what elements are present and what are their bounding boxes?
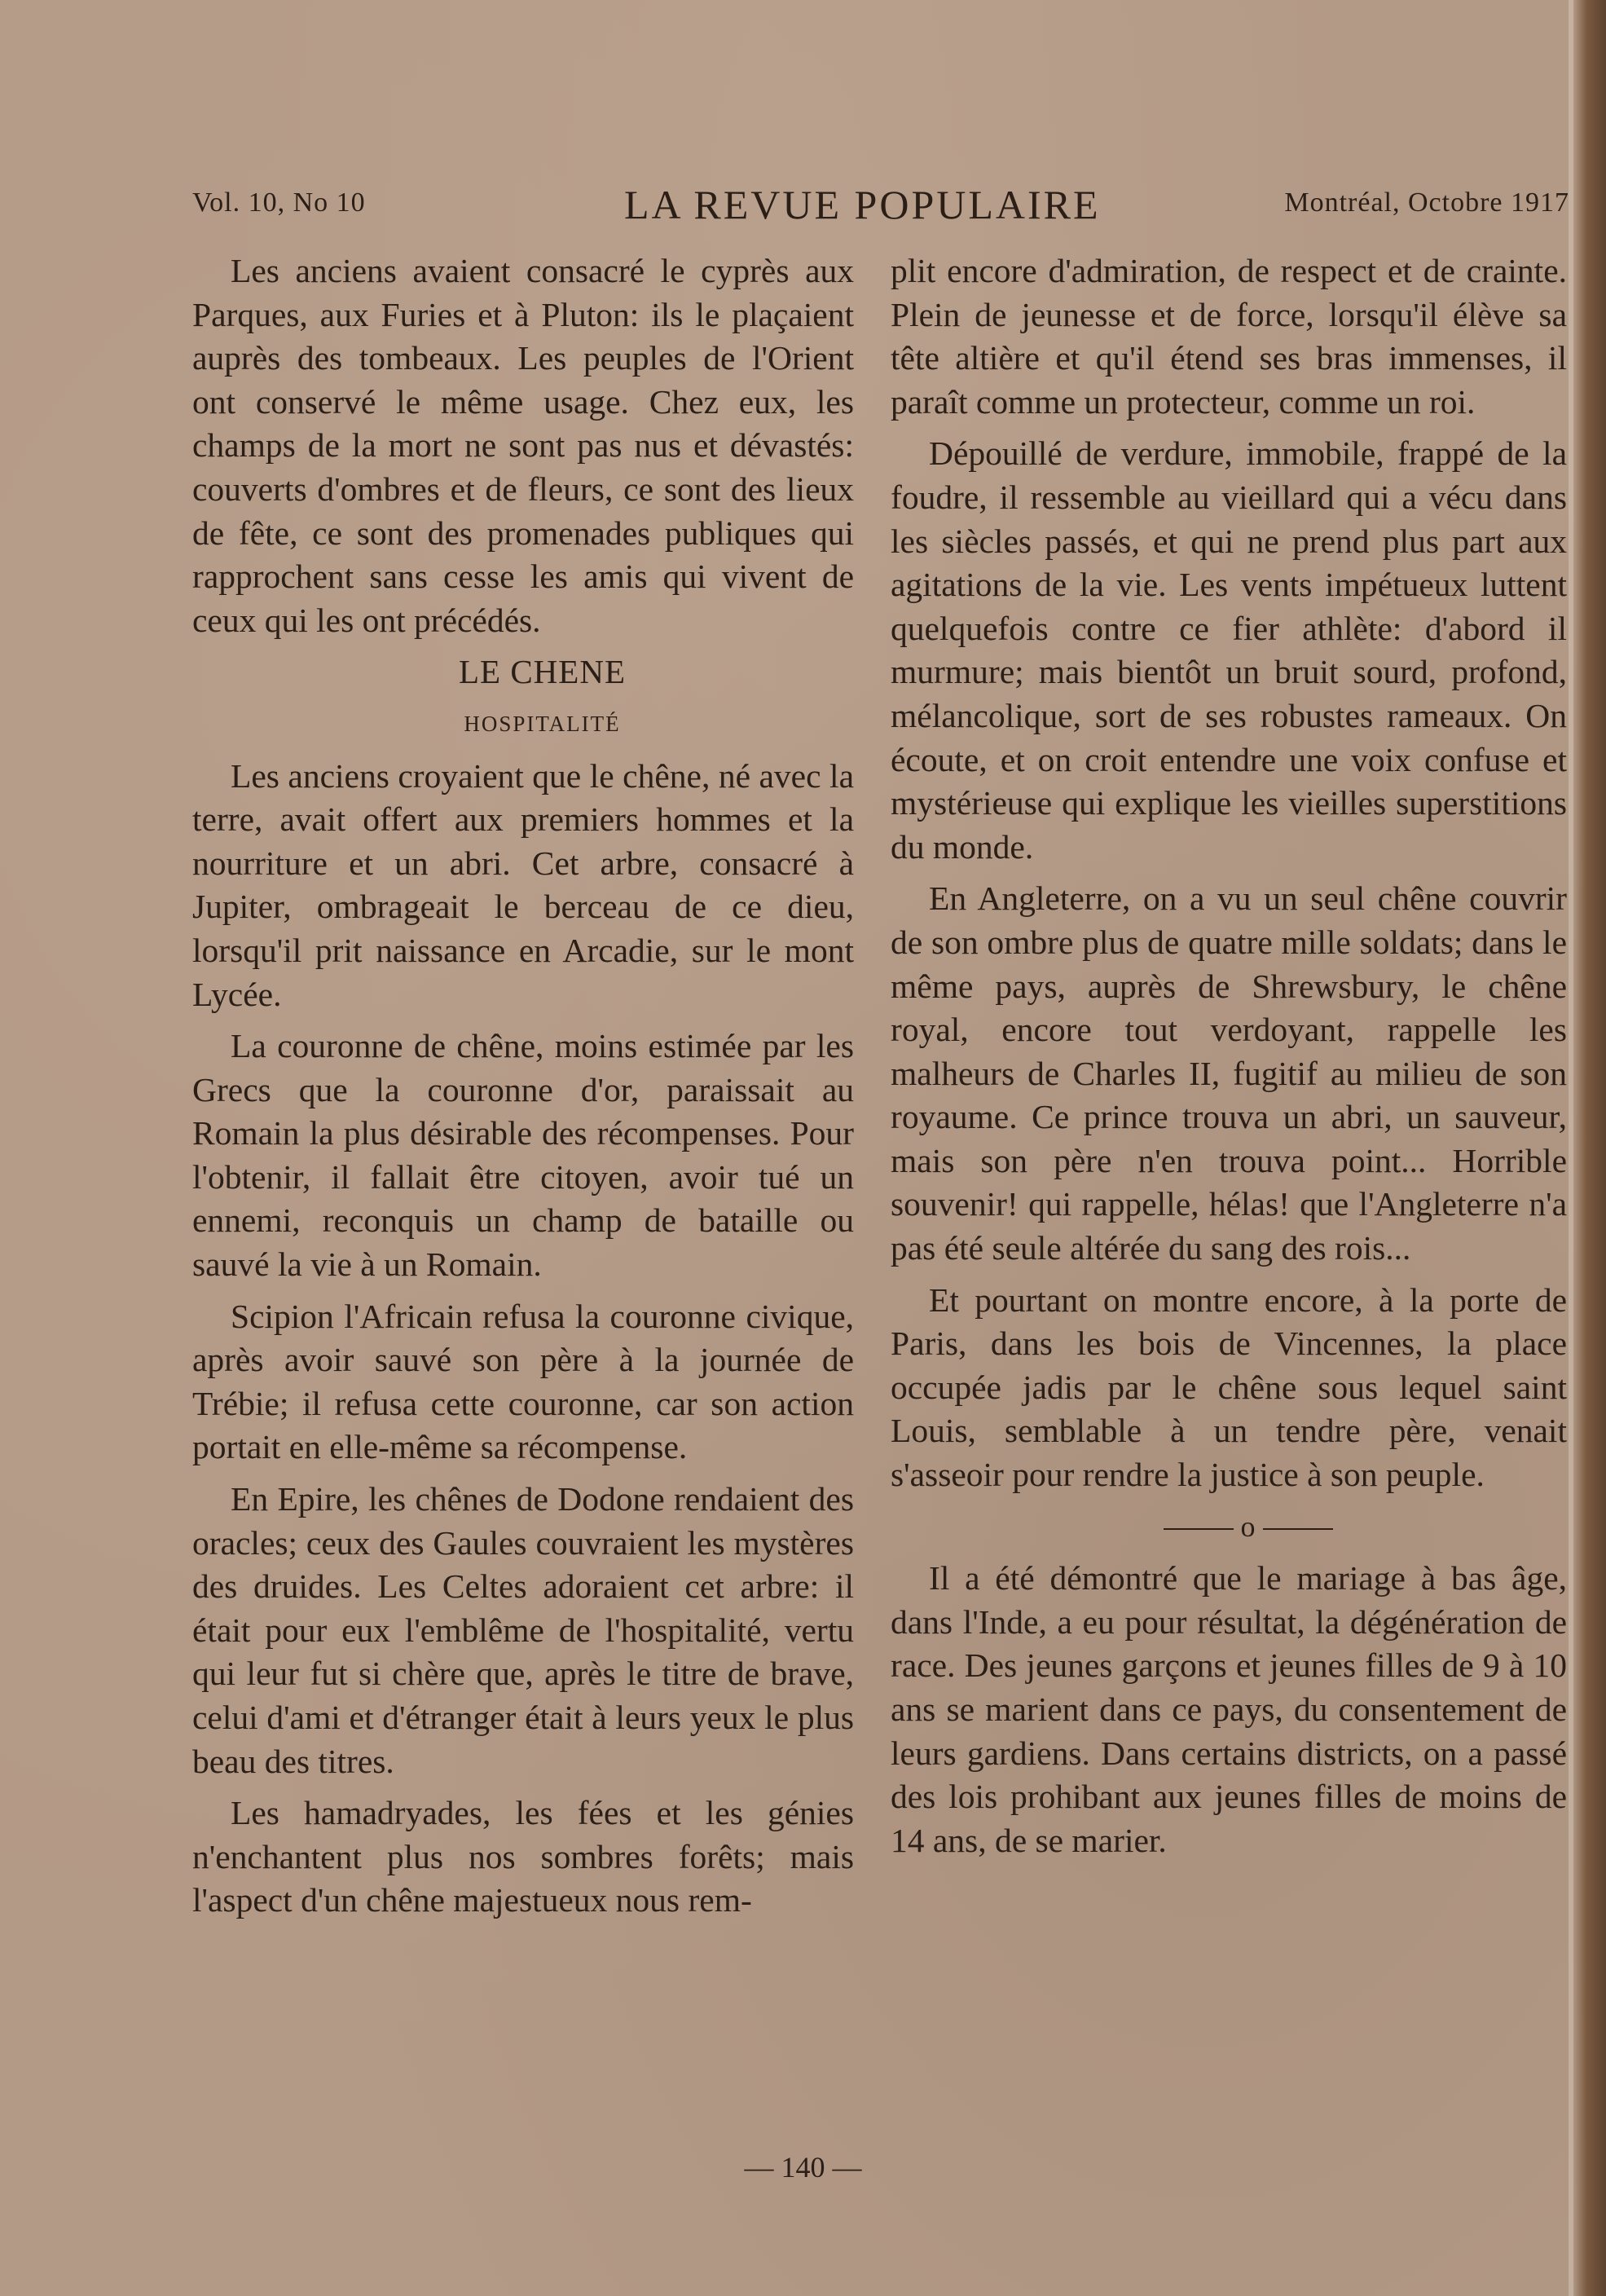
divider-rule (1263, 1528, 1333, 1530)
issue-date: Montréal, Octobre 1917 (1284, 187, 1569, 218)
paragraph: Les hamadryades, les fées et les génies n'enchantent plus nos sombres forêts; mais l'aspect d'un chêne majestueux nous rem- (192, 1794, 854, 1919)
paragraph: plit encore d'admiration, de respect et de crainte. Plein de jeunesse et de force, lorsqu'il élève sa tête altière et qu'il étend ses bras immenses, il paraît comme un protecteur, comme un roi. (891, 252, 1567, 421)
paragraph: Les anciens croyaient que le chêne, né avec la terre, avait offert aux premiers hommes et la nourriture et un abri. Cet arbre, consacré à Jupiter, ombrageait le berceau de ce dieu, lorsqu'il prit naissance en Arcadie, sur le mont Lycée. (192, 756, 854, 1013)
section-divider (891, 1505, 1567, 1549)
page-binding-edge (1573, 0, 1606, 2296)
divider-rule (1164, 1528, 1234, 1530)
paragraph: Les anciens avaient consacré le cyprès aux Parques, aux Furies et à Pluton: ils le plaçaient auprès des tombeaux. Les peuples de l'Orient ont conservé le même usage. Chez eux, les champs de la mort ne sont pas nus et dévastés: couverts d'ombres et de fleurs, ce sont des lieux de fête, ce sont des promenades publiques qui rapprochent sans cesse les amis qui vivent de ceux qui les ont précédés. (192, 252, 854, 639)
divider-mark: o (1240, 1509, 1256, 1543)
article-subheading: HOSPITALITÉ (464, 711, 621, 736)
paragraph: Et pourtant on montre encore, à la porte de Paris, dans les bois de Vincennes, la place occupée jadis par le chêne sous lequel saint Louis, semblable à un tendre père, venait s'asseoir pour rendre la justice à son peuple. (891, 1280, 1567, 1494)
volume-number: Vol. 10, No 10 (192, 187, 366, 218)
left-column (192, 249, 854, 1931)
article-heading: LE CHENE (459, 653, 626, 691)
publication-title: LA REVUE POPULAIRE (624, 182, 1101, 227)
running-header (192, 181, 1569, 230)
paragraph: Scipion l'Africain refusa la couronne civique, après avoir sauvé son père à la journée de Trébie; il refusa cette couronne, car son action portait en elle-même sa récompense. (192, 1297, 854, 1466)
paragraph: Dépouillé de verdure, immobile, frappé de la foudre, il ressemble au vieillard qui a vécu dans les siècles passés, et qui ne prend plus part aux agitations de la vie. Les vents impétueux luttent quelquefois contre ce fier athlète: d'abord il murmure; mais bientôt un bruit sourd, profond, mélancolique, sort de ses robustes rameaux. On écoute, et on croit entendre une voix confuse et mystérieuse qui explique les vieilles superstitions du monde. (891, 434, 1567, 866)
right-column (891, 249, 1567, 1871)
paragraph: En Epire, les chênes de Dodone rendaient des oracles; ceux des Gaules couvraient les mystères des druides. Les Celtes adoraient cet arbre: il était pour eux l'emblême de l'hospitalité, vertu qui leur fut si chère que, après le titre de brave, celui d'ami et d'étranger était à leurs yeux le plus beau des titres. (192, 1480, 854, 1780)
paragraph: La couronne de chêne, moins estimée par les Grecs que la couronne d'or, paraissait au Romain la plus désirable des récompenses. Pour l'obtenir, il fallait être citoyen, avoir tué un ennemi, reconquis un champ de bataille ou sauvé la vie à un Romain. (192, 1027, 854, 1284)
paragraph: En Angleterre, on a vu un seul chêne couvrir de son ombre plus de quatre mille soldats; dans le même pays, auprès de Shrewsbury, le chêne royal, encore tout verdoyant, rappelle les malheurs de Charles II, fugitif au milieu de son royaume. Ce prince trouva un abri, un sauveur, mais son père n'en trouva point... Horrible souvenir! qui rappelle, hélas! que l'Angleterre n'a pas été seule altérée du sang des rois... (891, 879, 1567, 1267)
page-number: — 140 — (744, 2151, 862, 2184)
paragraph: Il a été démontré que le mariage à bas âge, dans l'Inde, a eu pour résultat, la dégénération de race. Des jeunes garçons et jeunes filles de 9 à 10 ans se marient dans ce pays, du consentement de leurs gardiens. Dans certains districts, on a passé des lois prohibant aux jeunes filles de moins de 14 ans, de se marier. (891, 1559, 1567, 1859)
